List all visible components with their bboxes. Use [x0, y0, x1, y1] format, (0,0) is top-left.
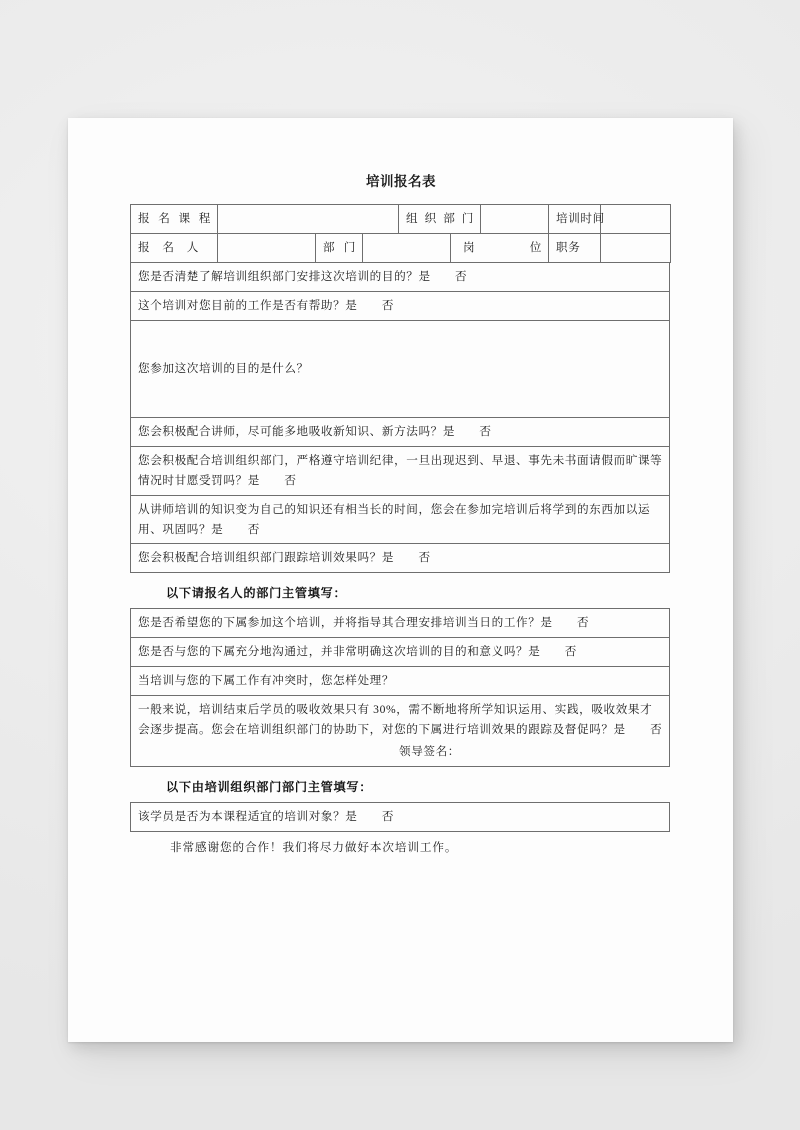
field-training-time[interactable] [601, 205, 671, 234]
applicant-question-3[interactable]: 您参加这次培训的目的是什么？ [131, 320, 670, 417]
table-row [131, 667, 670, 696]
organizer-question-1[interactable]: 该学员是否为本课程适宜的培训对象？是 否 [131, 803, 670, 832]
applicant-question-6[interactable]: 从讲师培训的知识变为自己的知识还有相当长的时间，您会在参加完培训后将学到的东西加以运用、巩固吗？是 否 [131, 495, 670, 544]
table-row [131, 262, 670, 291]
field-organizing-department[interactable] [481, 205, 549, 234]
field-applicant[interactable] [218, 233, 316, 262]
manager-question-4[interactable] [131, 696, 670, 767]
table-row-course [131, 205, 671, 234]
field-department[interactable] [363, 233, 451, 262]
table-row [131, 609, 670, 638]
manager-question-4-text: 一般来说，培训结束后学员的吸收效果只有 30%，需不断地将所学知识运用、实践，吸收效果才会逐步提高。您会在培训组织部门的协助下，对您的下属进行培训效果的跟踪及督促吗？是 否 [138, 703, 663, 737]
label-organizing-department: 组织部门 [399, 205, 481, 234]
applicant-question-1[interactable]: 您是否清楚了解培训组织部门安排这次培训的目的？是 否 [131, 262, 670, 291]
manager-question-2[interactable]: 您是否与您的下属充分地沟通过，并非常明确这次培训的目的和意义吗？是 否 [131, 638, 670, 667]
label-department: 部门 [316, 233, 363, 262]
field-job-title[interactable] [601, 233, 671, 262]
table-row [131, 320, 670, 417]
organizer-question-table [130, 802, 670, 832]
info-table [130, 204, 671, 263]
label-training-time: 培训时间 [549, 205, 601, 234]
table-row [131, 417, 670, 446]
field-course[interactable] [218, 205, 399, 234]
table-row [131, 803, 670, 832]
label-job-title: 职务 [549, 233, 601, 262]
manager-question-3[interactable]: 当培训与您的下属工作有冲突时，您怎样处理？ [131, 667, 670, 696]
applicant-question-7[interactable]: 您会积极配合培训组织部门跟踪培训效果吗？是 否 [131, 544, 670, 573]
applicant-question-5[interactable]: 您会积极配合培训组织部门，严格遵守培训纪律，一旦出现迟到、早退、事先未书面请假而旷课等情况时甘愿受罚吗？是 否 [131, 446, 670, 495]
document-sheet [68, 118, 733, 1042]
manager-questions-table [130, 608, 670, 767]
manager-question-1[interactable]: 您是否希望您的下属参加这个培训，并将指导其合理安排培训当日的工作？是 否 [131, 609, 670, 638]
document-body [130, 170, 672, 858]
table-row [131, 291, 670, 320]
label-applicant: 报名人 [131, 233, 218, 262]
closing-note: 非常感谢您的合作！我们将尽力做好本次培训工作。 [170, 840, 458, 854]
applicant-question-2[interactable]: 这个培训对您目前的工作是否有帮助？是 否 [131, 291, 670, 320]
applicant-question-4[interactable]: 您会积极配合讲师，尽可能多地吸收新知识、新方法吗？是 否 [131, 417, 670, 446]
organizer-section-heading: 以下由培训组织部门部门主管填写： [166, 780, 373, 794]
table-row [131, 638, 670, 667]
table-row [131, 446, 670, 495]
table-row-applicant [131, 233, 671, 262]
applicant-questions-table [130, 262, 670, 574]
leader-signature-label[interactable]: 领导签名： [399, 745, 460, 759]
label-course: 报名课程 [131, 205, 218, 234]
table-row [131, 696, 670, 767]
manager-section-heading: 以下请报名人的部门主管填写： [166, 586, 347, 601]
table-row [131, 544, 670, 573]
label-position: 岗位 [451, 233, 549, 262]
table-row [131, 495, 670, 544]
page-title: 培训报名表 [366, 174, 436, 190]
